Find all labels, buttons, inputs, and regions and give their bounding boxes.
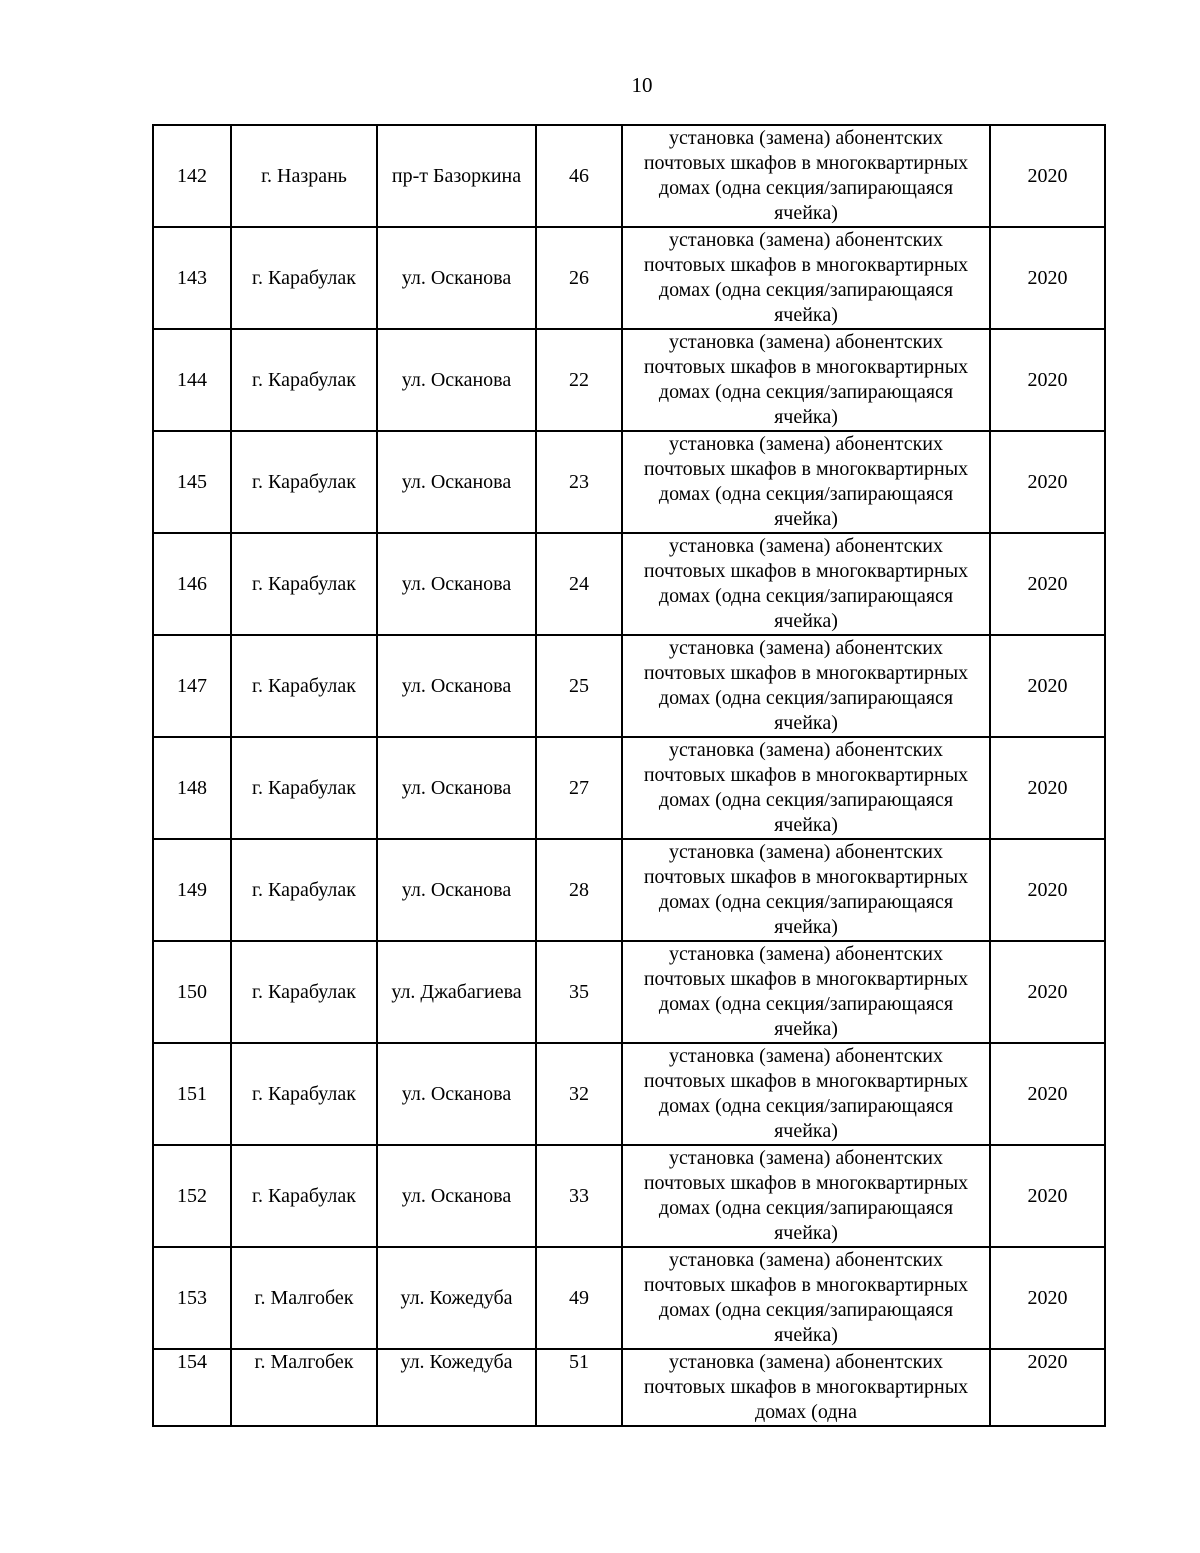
year-cell: 2020 bbox=[990, 329, 1105, 431]
year-cell: 2020 bbox=[990, 1043, 1105, 1145]
house-number-cell: 26 bbox=[536, 227, 622, 329]
row-number-cell: 153 bbox=[153, 1247, 231, 1349]
house-number-cell: 33 bbox=[536, 1145, 622, 1247]
table-row bbox=[153, 533, 1105, 635]
work-type-cell: установка (замена) абонентских почтовых шкафов в многоквартирных домах (одна секция/запирающаяся ячейка) bbox=[622, 431, 990, 533]
work-type-cell: установка (замена) абонентских почтовых шкафов в многоквартирных домах (одна секция/запирающаяся ячейка) bbox=[622, 1247, 990, 1349]
street-cell: ул. Осканова bbox=[377, 1145, 536, 1247]
year-cell: 2020 bbox=[990, 1145, 1105, 1247]
work-type-cell: установка (замена) абонентских почтовых шкафов в многоквартирных домах (одна секция/запирающаяся ячейка) bbox=[622, 839, 990, 941]
city-cell: г. Карабулак bbox=[231, 839, 377, 941]
page-number: 10 bbox=[631, 73, 653, 97]
work-type-cell: установка (замена) абонентских почтовых шкафов в многоквартирных домах (одна секция/запирающаяся ячейка) bbox=[622, 635, 990, 737]
house-number-cell: 22 bbox=[536, 329, 622, 431]
city-cell: г. Карабулак bbox=[231, 941, 377, 1043]
street-cell: ул. Осканова bbox=[377, 635, 536, 737]
row-number-cell: 147 bbox=[153, 635, 231, 737]
year-cell: 2020 bbox=[990, 737, 1105, 839]
address-table bbox=[152, 124, 1106, 1427]
year-cell: 2020 bbox=[990, 941, 1105, 1043]
work-type-cell: установка (замена) абонентских почтовых шкафов в многоквартирных домах (одна секция/запирающаяся ячейка) bbox=[622, 1043, 990, 1145]
house-number-cell: 49 bbox=[536, 1247, 622, 1349]
street-cell: ул. Осканова bbox=[377, 737, 536, 839]
street-cell: ул. Осканова bbox=[377, 329, 536, 431]
row-number-cell: 149 bbox=[153, 839, 231, 941]
house-number-cell: 46 bbox=[536, 125, 622, 227]
house-number-cell: 35 bbox=[536, 941, 622, 1043]
table-row bbox=[153, 839, 1105, 941]
table-row bbox=[153, 431, 1105, 533]
table-row bbox=[153, 227, 1105, 329]
table-row bbox=[153, 1043, 1105, 1145]
house-number-cell: 32 bbox=[536, 1043, 622, 1145]
street-cell: ул. Осканова bbox=[377, 533, 536, 635]
street-cell: пр-т Базоркина bbox=[377, 125, 536, 227]
work-type-cell: установка (замена) абонентских почтовых шкафов в многоквартирных домах (одна секция/запирающаяся ячейка) bbox=[622, 227, 990, 329]
street-cell: ул. Осканова bbox=[377, 227, 536, 329]
street-cell: ул. Кожедуба bbox=[377, 1247, 536, 1349]
street-cell: ул. Осканова bbox=[377, 431, 536, 533]
year-cell: 2020 bbox=[990, 635, 1105, 737]
year-cell: 2020 bbox=[990, 533, 1105, 635]
row-number-cell: 142 bbox=[153, 125, 231, 227]
house-number-cell: 24 bbox=[536, 533, 622, 635]
work-type-cell: установка (замена) абонентских почтовых шкафов в многоквартирных домах (одна секция/запирающаяся ячейка) bbox=[622, 329, 990, 431]
city-cell: г. Карабулак bbox=[231, 1043, 377, 1145]
work-type-cell: установка (замена) абонентских почтовых шкафов в многоквартирных домах (одна секция/запирающаяся ячейка) bbox=[622, 125, 990, 227]
street-cell: ул. Осканова bbox=[377, 1043, 536, 1145]
work-type-cell: установка (замена) абонентских почтовых шкафов в многоквартирных домах (одна секция/запирающаяся ячейка) bbox=[622, 941, 990, 1043]
city-cell: г. Карабулак bbox=[231, 227, 377, 329]
year-cell: 2020 bbox=[990, 125, 1105, 227]
table-row bbox=[153, 1145, 1105, 1247]
table-row bbox=[153, 941, 1105, 1043]
year-cell: 2020 bbox=[990, 227, 1105, 329]
year-cell: 2020 bbox=[990, 839, 1105, 941]
year-cell: 2020 bbox=[990, 1247, 1105, 1349]
work-type-cell: установка (замена) абонентских почтовых шкафов в многоквартирных домах (одна секция/запирающаяся ячейка) bbox=[622, 737, 990, 839]
city-cell: г. Карабулак bbox=[231, 1145, 377, 1247]
city-cell: г. Малгобек bbox=[231, 1349, 377, 1426]
year-cell: 2020 bbox=[990, 1349, 1105, 1426]
city-cell: г. Карабулак bbox=[231, 533, 377, 635]
table-row bbox=[153, 329, 1105, 431]
city-cell: г. Карабулак bbox=[231, 635, 377, 737]
row-number-cell: 150 bbox=[153, 941, 231, 1043]
city-cell: г. Карабулак bbox=[231, 329, 377, 431]
street-cell: ул. Осканова bbox=[377, 839, 536, 941]
street-cell: ул. Джабагиева bbox=[377, 941, 536, 1043]
work-type-cell: установка (замена) абонентских почтовых шкафов в многоквартирных домах (одна bbox=[622, 1349, 990, 1426]
house-number-cell: 25 bbox=[536, 635, 622, 737]
table-row bbox=[153, 737, 1105, 839]
city-cell: г. Малгобек bbox=[231, 1247, 377, 1349]
city-cell: г. Карабулак bbox=[231, 737, 377, 839]
table-row bbox=[153, 635, 1105, 737]
street-cell: ул. Кожедуба bbox=[377, 1349, 536, 1426]
work-type-cell: установка (замена) абонентских почтовых шкафов в многоквартирных домах (одна секция/запирающаяся ячейка) bbox=[622, 533, 990, 635]
row-number-cell: 144 bbox=[153, 329, 231, 431]
row-number-cell: 145 bbox=[153, 431, 231, 533]
city-cell: г. Карабулак bbox=[231, 431, 377, 533]
row-number-cell: 152 bbox=[153, 1145, 231, 1247]
row-number-cell: 151 bbox=[153, 1043, 231, 1145]
house-number-cell: 27 bbox=[536, 737, 622, 839]
table-row bbox=[153, 1247, 1105, 1349]
house-number-cell: 28 bbox=[536, 839, 622, 941]
house-number-cell: 51 bbox=[536, 1349, 622, 1426]
row-number-cell: 148 bbox=[153, 737, 231, 839]
table-body bbox=[153, 125, 1105, 1426]
row-number-cell: 143 bbox=[153, 227, 231, 329]
city-cell: г. Назрань bbox=[231, 125, 377, 227]
row-number-cell: 154 bbox=[153, 1349, 231, 1426]
table-row bbox=[153, 125, 1105, 227]
row-number-cell: 146 bbox=[153, 533, 231, 635]
year-cell: 2020 bbox=[990, 431, 1105, 533]
house-number-cell: 23 bbox=[536, 431, 622, 533]
table-row bbox=[153, 1349, 1105, 1426]
work-type-cell: установка (замена) абонентских почтовых шкафов в многоквартирных домах (одна секция/запирающаяся ячейка) bbox=[622, 1145, 990, 1247]
